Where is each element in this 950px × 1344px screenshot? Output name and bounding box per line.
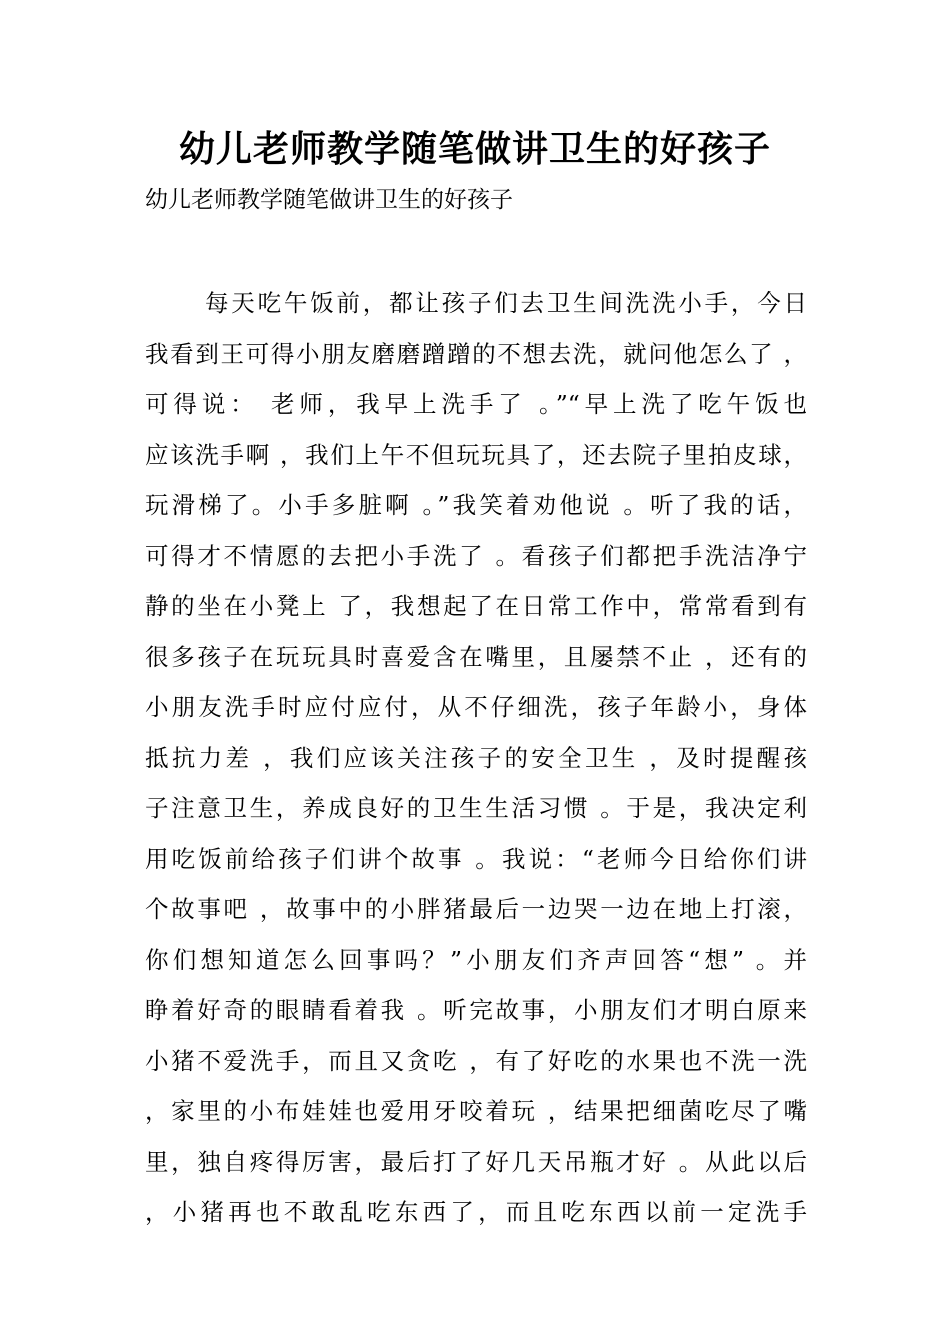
text-line: 里，独自疼得厉害，最后打了好几天吊瓶才好 。从此以后 [145,1147,807,1176]
text-line: 可得才不情愿的去把小手洗了 。看孩子们都把手洗洁净宁 [145,541,807,570]
text-line: 可得说： 老师，我早上洗手了 。”“早上洗了吃午饭也 [145,390,807,418]
text-line: 小朋友洗手时应付应付，从不仔细洗，孩子年龄小，身体 [145,693,807,721]
text-line: 我看到王可得小朋友磨磨蹭蹭的不想去洗，就问他怎么了 ， [145,339,807,368]
text-line: 应该洗手啊 ，我们上午不但玩玩具了，还去院子里拍皮球， [145,440,807,469]
text-line: 小猪不爱洗手，而且又贪吃 ，有了好吃的水果也不洗一洗 [145,1046,807,1075]
text-line: 每天吃午饭前，都让孩子们去卫生间洗洗小手，今日 [205,289,807,317]
document-title: 幼儿老师教学随笔做讲卫生的好孩子 [178,129,771,170]
body-paragraph [145,278,807,1238]
text-line: 子注意卫生，养成良好的卫生生活习惯 。于是，我决定利 [145,794,807,822]
document-subtitle: 幼儿老师教学随笔做讲卫生的好孩子 [145,187,513,213]
text-line: 你们想知道怎么回事吗？”小朋友们齐声回答“想” 。并 [145,945,807,974]
text-line: ，家里的小布娃娃也爱用牙咬着玩 ，结果把细菌吃尽了嘴 [145,1097,807,1125]
text-line: 抵抗力差 ，我们应该关注孩子的安全卫生 ，及时提醒孩 [145,743,807,772]
text-line: 用吃饭前给孩子们讲个故事 。我说：“老师今日给你们讲 [145,844,807,873]
text-line: ，小猪再也不敢乱吃东西了，而且吃东西以前一定洗手 [145,1198,807,1226]
text-line: 个故事吧 ，故事中的小胖猪最后一边哭一边在地上打滚， [145,895,807,923]
text-line: 睁着好奇的眼睛看着我 。听完故事，小朋友们才明白原来 [145,996,807,1024]
text-line: 静的坐在小凳上 了，我想起了在日常工作中，常常看到有 [145,592,807,620]
text-line: 玩滑梯了。小手多脏啊 。”我笑着劝他说 。听了我的话， [145,491,807,519]
text-line: 很多孩子在玩玩具时喜爱含在嘴里，且屡禁不止 ，还有的 [145,642,807,671]
